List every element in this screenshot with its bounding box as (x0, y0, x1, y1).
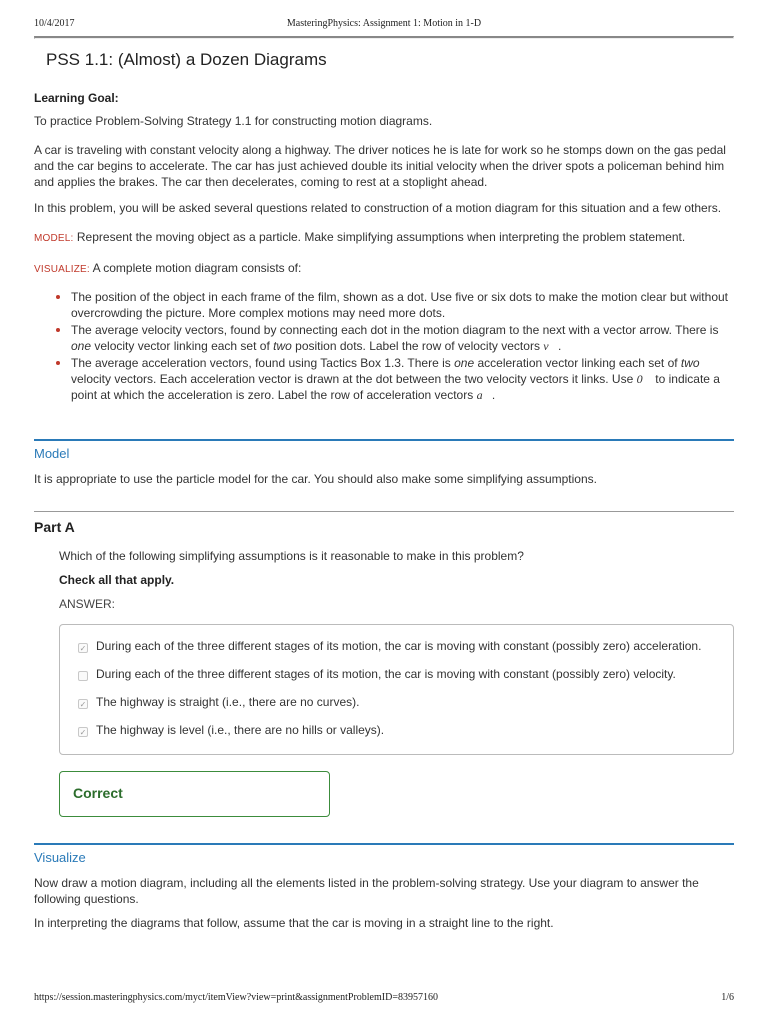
answer-option[interactable] (78, 723, 715, 738)
zero-vector-symbol: 0⃗ (636, 372, 652, 386)
motion-diagram-elements-list (34, 289, 734, 403)
answer-option[interactable] (78, 667, 715, 682)
answer-option[interactable] (78, 639, 715, 654)
option-checkbox[interactable] (78, 671, 88, 681)
model-step-text: Represent the moving object as a particle. Make simplifying assumptions when interpreting the problem statement. (76, 230, 686, 244)
top-divider (34, 36, 734, 39)
list-item: The average acceleration vectors, found using Tactics Box 1.3. There is one acceleration vector linking each set of two velocity vectors. Each acceleration vector is drawn at the dot between the two velocity vectors it links. Use 0⃗ to indicate a point at which the acceleration is zero. Label the row of acceleration vectors a⃗. (56, 355, 734, 403)
visualize-section-heading: Visualize (34, 843, 734, 867)
answer-options-box (59, 624, 734, 755)
option-label: The highway is straight (i.e., there are no curves). (96, 695, 360, 709)
velocity-vector-symbol: v⃗ (543, 339, 558, 353)
learning-goal-label: Learning Goal: (34, 91, 119, 105)
visualize-step-text: A complete motion diagram consists of: (92, 261, 302, 275)
page-number: 1/6 (721, 992, 734, 1003)
list-item: The average velocity vectors, found by connecting each dot in the motion diagram to the next with a vector arrow. There is one velocity vector linking each set of two position dots. Label the row of velocity vectors v⃗. (56, 322, 734, 354)
main-content (34, 36, 734, 931)
model-section-text: It is appropriate to use the particle model for the car. You should also make some simplifying assumptions. (34, 472, 597, 486)
print-footer (34, 992, 734, 1006)
print-title: MasteringPhysics: Assignment 1: Motion in 1-D (286, 18, 482, 29)
option-label: During each of the three different stages of its motion, the car is moving with constant (possibly zero) acceleration. (96, 639, 702, 653)
print-date: 10/4/2017 (34, 18, 75, 29)
option-checkbox[interactable]: ✓ (79, 644, 87, 653)
visualize-section-text-2: In interpreting the diagrams that follow, assume that the car is moving in a straight line to the right. (34, 916, 554, 930)
model-keyword: MODEL: (34, 233, 74, 244)
problem-statement: A car is traveling with constant velocity along a highway. The driver notices he is late for work so he stomps down on the gas pedal and the car begins to accelerate. The car has just achieved double its initial velocity when the driver spots a policeman behind him and applies the brakes. The car then decelerates, coming to rest at a stoplight ahead. (34, 143, 726, 189)
part-a-instruction: Check all that apply. (59, 573, 175, 587)
option-checkbox[interactable]: ✓ (79, 728, 87, 737)
visualize-keyword: VISUALIZE: (34, 264, 90, 275)
visualize-section-text: Now draw a motion diagram, including all the elements listed in the problem-solving strategy. Use your diagram to answer the following questions. (34, 876, 699, 906)
part-a-question: Which of the following simplifying assumptions is it reasonable to make in this problem? (59, 549, 524, 563)
answer-label: ANSWER: (59, 597, 116, 611)
model-step (34, 229, 734, 247)
option-label: The highway is level (i.e., there are no hills or valleys). (96, 723, 385, 737)
option-label: During each of the three different stages of its motion, the car is moving with constant (possibly zero) velocity. (96, 667, 676, 681)
list-item: The position of the object in each frame of the film, shown as a dot. Use five or six dots to make the motion clear but without overcrowding the picture. More complex motions may need more dots. (56, 289, 734, 321)
answer-option[interactable] (78, 695, 715, 710)
visualize-step (34, 260, 734, 278)
correct-feedback: Correct (59, 771, 330, 817)
print-header (34, 18, 734, 32)
page-title: PSS 1.1: (Almost) a Dozen Diagrams (46, 50, 327, 69)
option-checkbox[interactable]: ✓ (79, 700, 87, 709)
problem-intro: In this problem, you will be asked several questions related to construction of a motion diagram for this situation and a few others. (34, 201, 722, 215)
part-a-heading: Part A (34, 511, 734, 536)
print-url: https://session.masteringphysics.com/myct/itemView?view=print&assignmentProblemID=83957160 (34, 992, 438, 1003)
model-section-heading: Model (34, 439, 734, 463)
learning-goal-text: To practice Problem-Solving Strategy 1.1 for constructing motion diagrams. (34, 114, 433, 128)
acceleration-vector-symbol: a⃗ (476, 388, 492, 402)
part-a-body (59, 548, 734, 817)
